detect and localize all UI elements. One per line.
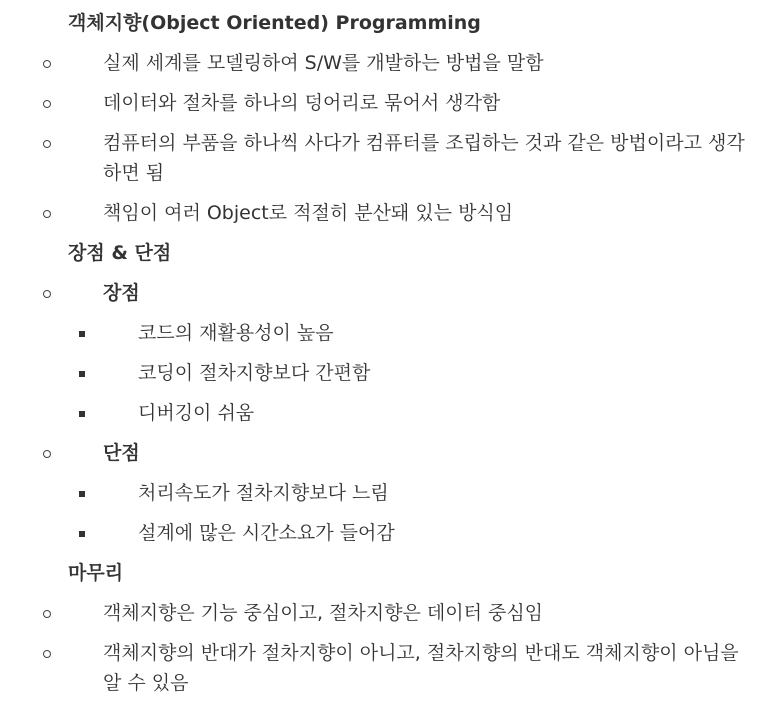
- list-item-cons: [68, 438, 771, 548]
- list-item: [68, 88, 771, 118]
- list-item-text: 코드의 재활용성이 높음: [138, 322, 334, 344]
- group-title: 장점: [103, 282, 140, 304]
- list-item-text: 디버깅이 쉬움: [138, 402, 255, 424]
- section-title: 장점 & 단점: [68, 242, 172, 264]
- list-item-text: 컴퓨터의 부품을 하나씩 사다가 컴퓨터를 조립하는 것과 같은 방법이라고 생각하면 됨: [103, 132, 745, 184]
- list-item-oop: [0, 8, 771, 228]
- square-bullet-icon: [79, 331, 85, 337]
- sub-list: [68, 278, 771, 548]
- list-item-pros-cons: [0, 238, 771, 548]
- sub-sub-list: [103, 318, 771, 428]
- section-title: 마무리: [68, 562, 124, 584]
- list-item-text: 처리속도가 절차지향보다 느림: [138, 482, 389, 504]
- list-item: [68, 198, 771, 228]
- circle-bullet-icon: [43, 610, 51, 618]
- list-item-text: 실제 세계를 모델링하여 S/W를 개발하는 방법을 말함: [103, 52, 544, 74]
- circle-bullet-icon: [43, 450, 51, 458]
- list-item-text: 책임이 여러 Object로 적절히 분산돼 있는 방식임: [103, 202, 514, 224]
- sub-list: [68, 598, 771, 698]
- square-bullet-icon: [79, 491, 85, 497]
- list-item-text: 데이터와 절차를 하나의 덩어리로 묶어서 생각함: [103, 92, 501, 114]
- list-item-pros: [68, 278, 771, 428]
- list-item-text: 객체지향은 기능 중심이고, 절차지향은 데이터 중심임: [103, 602, 544, 624]
- square-bullet-icon: [79, 371, 85, 377]
- list-item: [103, 398, 771, 428]
- circle-bullet-icon: [43, 140, 51, 148]
- sub-list: [68, 48, 771, 228]
- list-item: [68, 48, 771, 78]
- list-item-text: 설계에 많은 시간소요가 들어감: [138, 522, 395, 544]
- list-item: [68, 128, 771, 188]
- list-item: [103, 318, 771, 348]
- list-item-summary: [0, 558, 771, 698]
- section-title: 객체지향(Object Oriented) Programming: [68, 12, 481, 34]
- square-bullet-icon: [79, 411, 85, 417]
- list-item: [103, 478, 771, 508]
- circle-bullet-icon: [43, 290, 51, 298]
- list-item: [103, 358, 771, 388]
- circle-bullet-icon: [43, 60, 51, 68]
- group-title: 단점: [103, 442, 140, 464]
- list-item: [68, 598, 771, 628]
- list-item-text: 코딩이 절차지향보다 간편함: [138, 362, 371, 384]
- circle-bullet-icon: [43, 210, 51, 218]
- top-level-list: [0, 8, 771, 698]
- list-item: [103, 518, 771, 548]
- sub-sub-list: [103, 478, 771, 548]
- circle-bullet-icon: [43, 100, 51, 108]
- circle-bullet-icon: [43, 650, 51, 658]
- square-bullet-icon: [79, 531, 85, 537]
- list-item: [68, 638, 771, 698]
- list-item-text: 객체지향의 반대가 절차지향이 아니고, 절차지향의 반대도 객체지향이 아님을 알 수 있음: [103, 642, 739, 694]
